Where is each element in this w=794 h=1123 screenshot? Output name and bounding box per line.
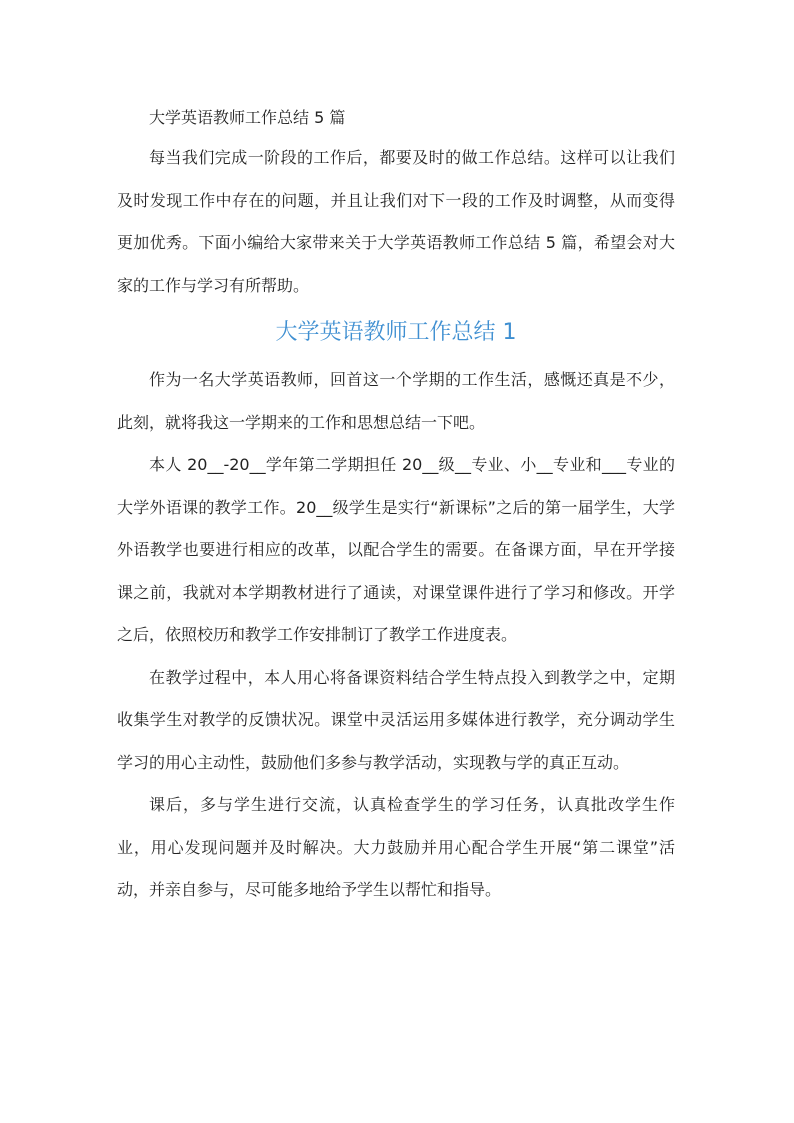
intro-paragraph: 每当我们完成一阶段的工作后，都要及时的做工作总结。这样可以让我们及时发现工作中存在的问题，并且让我们对下一段的工作及时调整，从而变得更加优秀。下面小编给大家带来关于大学英语教师工作总结 5 篇，希望会对大家的工作与学习有所帮助。 bbox=[117, 148, 675, 295]
body-paragraph-3: 在教学过程中，本人用心将备课资料结合学生特点投入到教学之中，定期收集学生对教学的反馈状况。课堂中灵活运用多媒体进行教学，充分调动学生学习的用心主动性，鼓励他们多参与教学活动，实现教与学的真正互动。 bbox=[117, 667, 675, 772]
body-paragraph-2: 本人 20__-20__学年第二学期担任 20__级__专业、小__专业和___专业的大学外语课的教学工作。20__级学生是实行“新课标”之后的第一届学生，大学外语教学也要进行相应的改革，以配合学生的需要。在备课方面，早在开学接课之前，我就对本学期教材进行了通读，对课堂课件进行了学习和修改。开学之后，依照校历和教学工作安排制订了教学工作进度表。 bbox=[117, 455, 675, 644]
section-heading: 大学英语教师工作总结 1 bbox=[275, 320, 517, 345]
document-title: 大学英语教师工作总结 5 篇 bbox=[149, 108, 346, 127]
body-paragraph-1: 作为一名大学英语教师，回首这一个学期的工作生活，感慨还真是不少，此刻，就将我这一学期来的工作和思想总结一下吧。 bbox=[117, 370, 675, 432]
body-paragraph-4: 课后，多与学生进行交流，认真检查学生的学习任务，认真批改学生作业，用心发现问题并及时解决。大力鼓励并用心配合学生开展“第二课堂”活动，并亲自参与，尽可能多地给予学生以帮忙和指导。 bbox=[117, 795, 675, 899]
document-body bbox=[117, 99, 675, 912]
